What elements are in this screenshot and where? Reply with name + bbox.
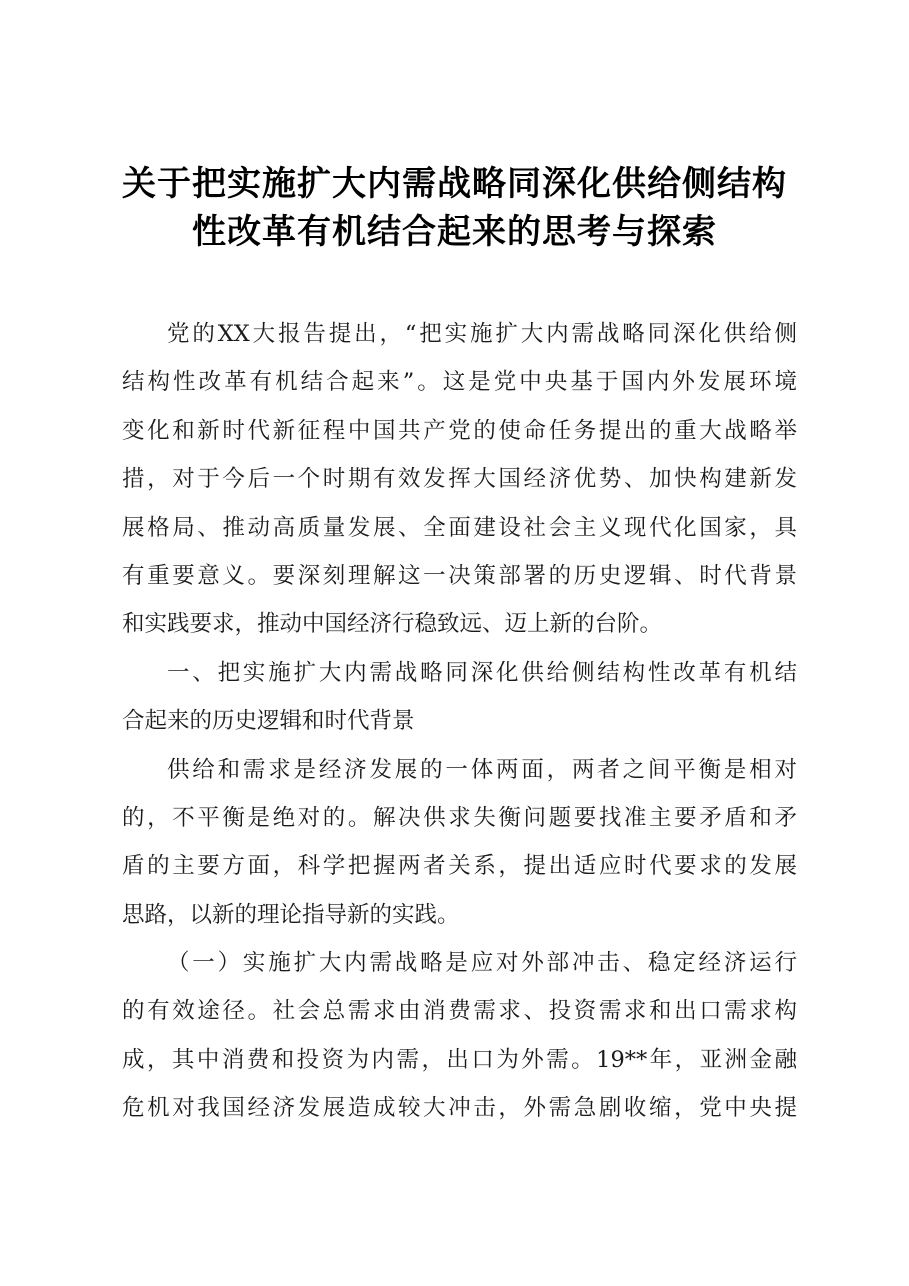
text-line: 思路，以新的理论指导新的实践。 xyxy=(122,901,460,928)
paragraph-supply-demand xyxy=(122,746,797,940)
title-line-2: 性改革有机结合起来的思考与探索 xyxy=(192,212,717,252)
text-line: 危机对我国经济发展造成较大冲击，外需急剧收缩，党中央提 xyxy=(122,1095,797,1122)
document-title xyxy=(110,160,799,256)
text-line: 变化和新时代新征程中国共产党的使命任务提出的重大战略举 xyxy=(122,417,797,444)
text-line: 合起来的历史逻辑和时代背景 xyxy=(122,708,415,735)
text-line: 盾的主要方面，科学把握两者关系，提出适应时代要求的发展 xyxy=(122,853,797,880)
text-line: 措，对于今后一个时期有效发挥大国经济优势、加快构建新发 xyxy=(122,466,797,493)
text-line: 供给和需求是经济发展的一体两面，两者之间平衡是相对 xyxy=(167,756,797,783)
text-line: 和实践要求，推动中国经济行稳致远、迈上新的台阶。 xyxy=(122,611,663,638)
text-line: 有重要意义。要深刻理解这一决策部署的历史逻辑、时代背景 xyxy=(122,562,797,589)
text-line: 的，不平衡是绝对的。解决供求失衡问题要找准主要矛盾和矛 xyxy=(122,804,797,831)
text-line: 一、把实施扩大内需战略同深化供给侧结构性改革有机结 xyxy=(167,659,797,686)
paragraph-intro xyxy=(122,310,797,649)
paragraph-subsection-1 xyxy=(122,939,797,1133)
text-line: 的有效途径。社会总需求由消费需求、投资需求和出口需求构 xyxy=(122,998,797,1025)
text-line: 成，其中消费和投资为内需，出口为外需。19**年，亚洲金融 xyxy=(122,1046,797,1073)
text-line: 展格局、推动高质量发展、全面建设社会主义现代化国家，具 xyxy=(122,514,797,541)
title-line-1: 关于把实施扩大内需战略同深化供给侧结构 xyxy=(122,164,787,204)
text-line: 结构性改革有机结合起来”。这是党中央基于国内外发展环境 xyxy=(122,369,797,396)
document-body xyxy=(122,310,797,1133)
text-line: 党的XX大报告提出，“把实施扩大内需战略同深化供给侧 xyxy=(167,321,797,347)
section-heading-1 xyxy=(122,649,797,746)
text-line: （一）实施扩大内需战略是应对外部冲击、稳定经济运行 xyxy=(167,950,797,977)
